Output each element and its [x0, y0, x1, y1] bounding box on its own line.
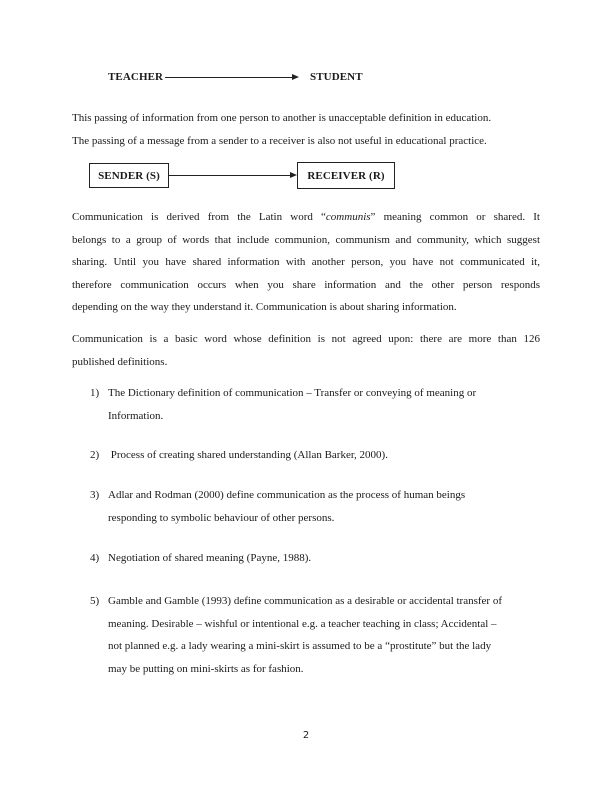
list-item-line: Process of creating shared understanding (Allan Barker, 2000).: [108, 449, 388, 461]
list-item-line: responding to symbolic behaviour of other persons.: [108, 511, 335, 524]
arrow-head-icon: [290, 172, 297, 178]
list-number: 4): [90, 552, 100, 564]
student-label: STUDENT: [310, 71, 363, 83]
teacher-label: TEACHER: [108, 71, 164, 83]
definitions-line-2: published definitions.: [72, 355, 168, 368]
latin-line-1: Communication is derived from the Latin word “communis” meaning common or shared. It: [72, 211, 540, 223]
list-item-line: not planned e.g. a lady wearing a mini-skirt is assumed to be a “prostitute” but the lady: [108, 640, 492, 652]
list-item-line: Negotiation of shared meaning (Payne, 1988).: [108, 552, 312, 564]
list-number: 5): [90, 595, 100, 607]
receiver-box: [297, 162, 395, 189]
latin-line-3: sharing. Until you have shared information with another person, you have not communicated it,: [72, 256, 540, 268]
list-number: 2): [90, 449, 100, 461]
list-item-line: Information.: [108, 409, 164, 422]
receiver-label: RECEIVER (R): [307, 169, 385, 182]
intro-paragraph: [72, 107, 540, 152]
arrow-line: [165, 77, 293, 78]
definitions-paragraph: [72, 328, 540, 373]
list-number: 1): [90, 387, 100, 399]
list-item-line: Adlar and Rodman (2000) define communication as the process of human beings: [108, 489, 466, 501]
arrow-line: [169, 175, 291, 176]
arrow-head-icon: [292, 74, 299, 80]
list-item-line: may be putting on mini-skirts as for fashion.: [108, 662, 304, 675]
definitions-line-1: Communication is a basic word whose definition is not agreed upon: there are more than 126: [72, 333, 540, 345]
latin-word: communis: [325, 211, 371, 223]
latin-line-5: depending on the way they understand it. Communication is about sharing information.: [72, 301, 457, 313]
latin-line-2: belongs to a group of words that include communion, communism and community, which suggest: [72, 233, 540, 246]
sender-label: SENDER (S): [98, 169, 160, 182]
latin-line-4: therefore communication occurs when you share information and the other person responds: [72, 278, 540, 291]
list-number: 3): [90, 489, 100, 501]
intro-line-1: This passing of information from one person to another is unacceptable definition in education.: [72, 112, 492, 124]
latin-origin-paragraph: [72, 206, 540, 319]
list-item-line: Gamble and Gamble (1993) define communication as a desirable or accidental transfer of: [108, 595, 503, 607]
page-number: 2: [302, 730, 310, 741]
list-item-line: The Dictionary definition of communication – Transfer or conveying of meaning or: [108, 387, 477, 399]
intro-line-2: The passing of a message from a sender to a receiver is also not useful in educational practice.: [72, 134, 487, 147]
list-item-line: meaning. Desirable – wishful or intentional e.g. a teacher teaching in class; Accidental –: [108, 617, 497, 630]
sender-box: [89, 163, 169, 188]
